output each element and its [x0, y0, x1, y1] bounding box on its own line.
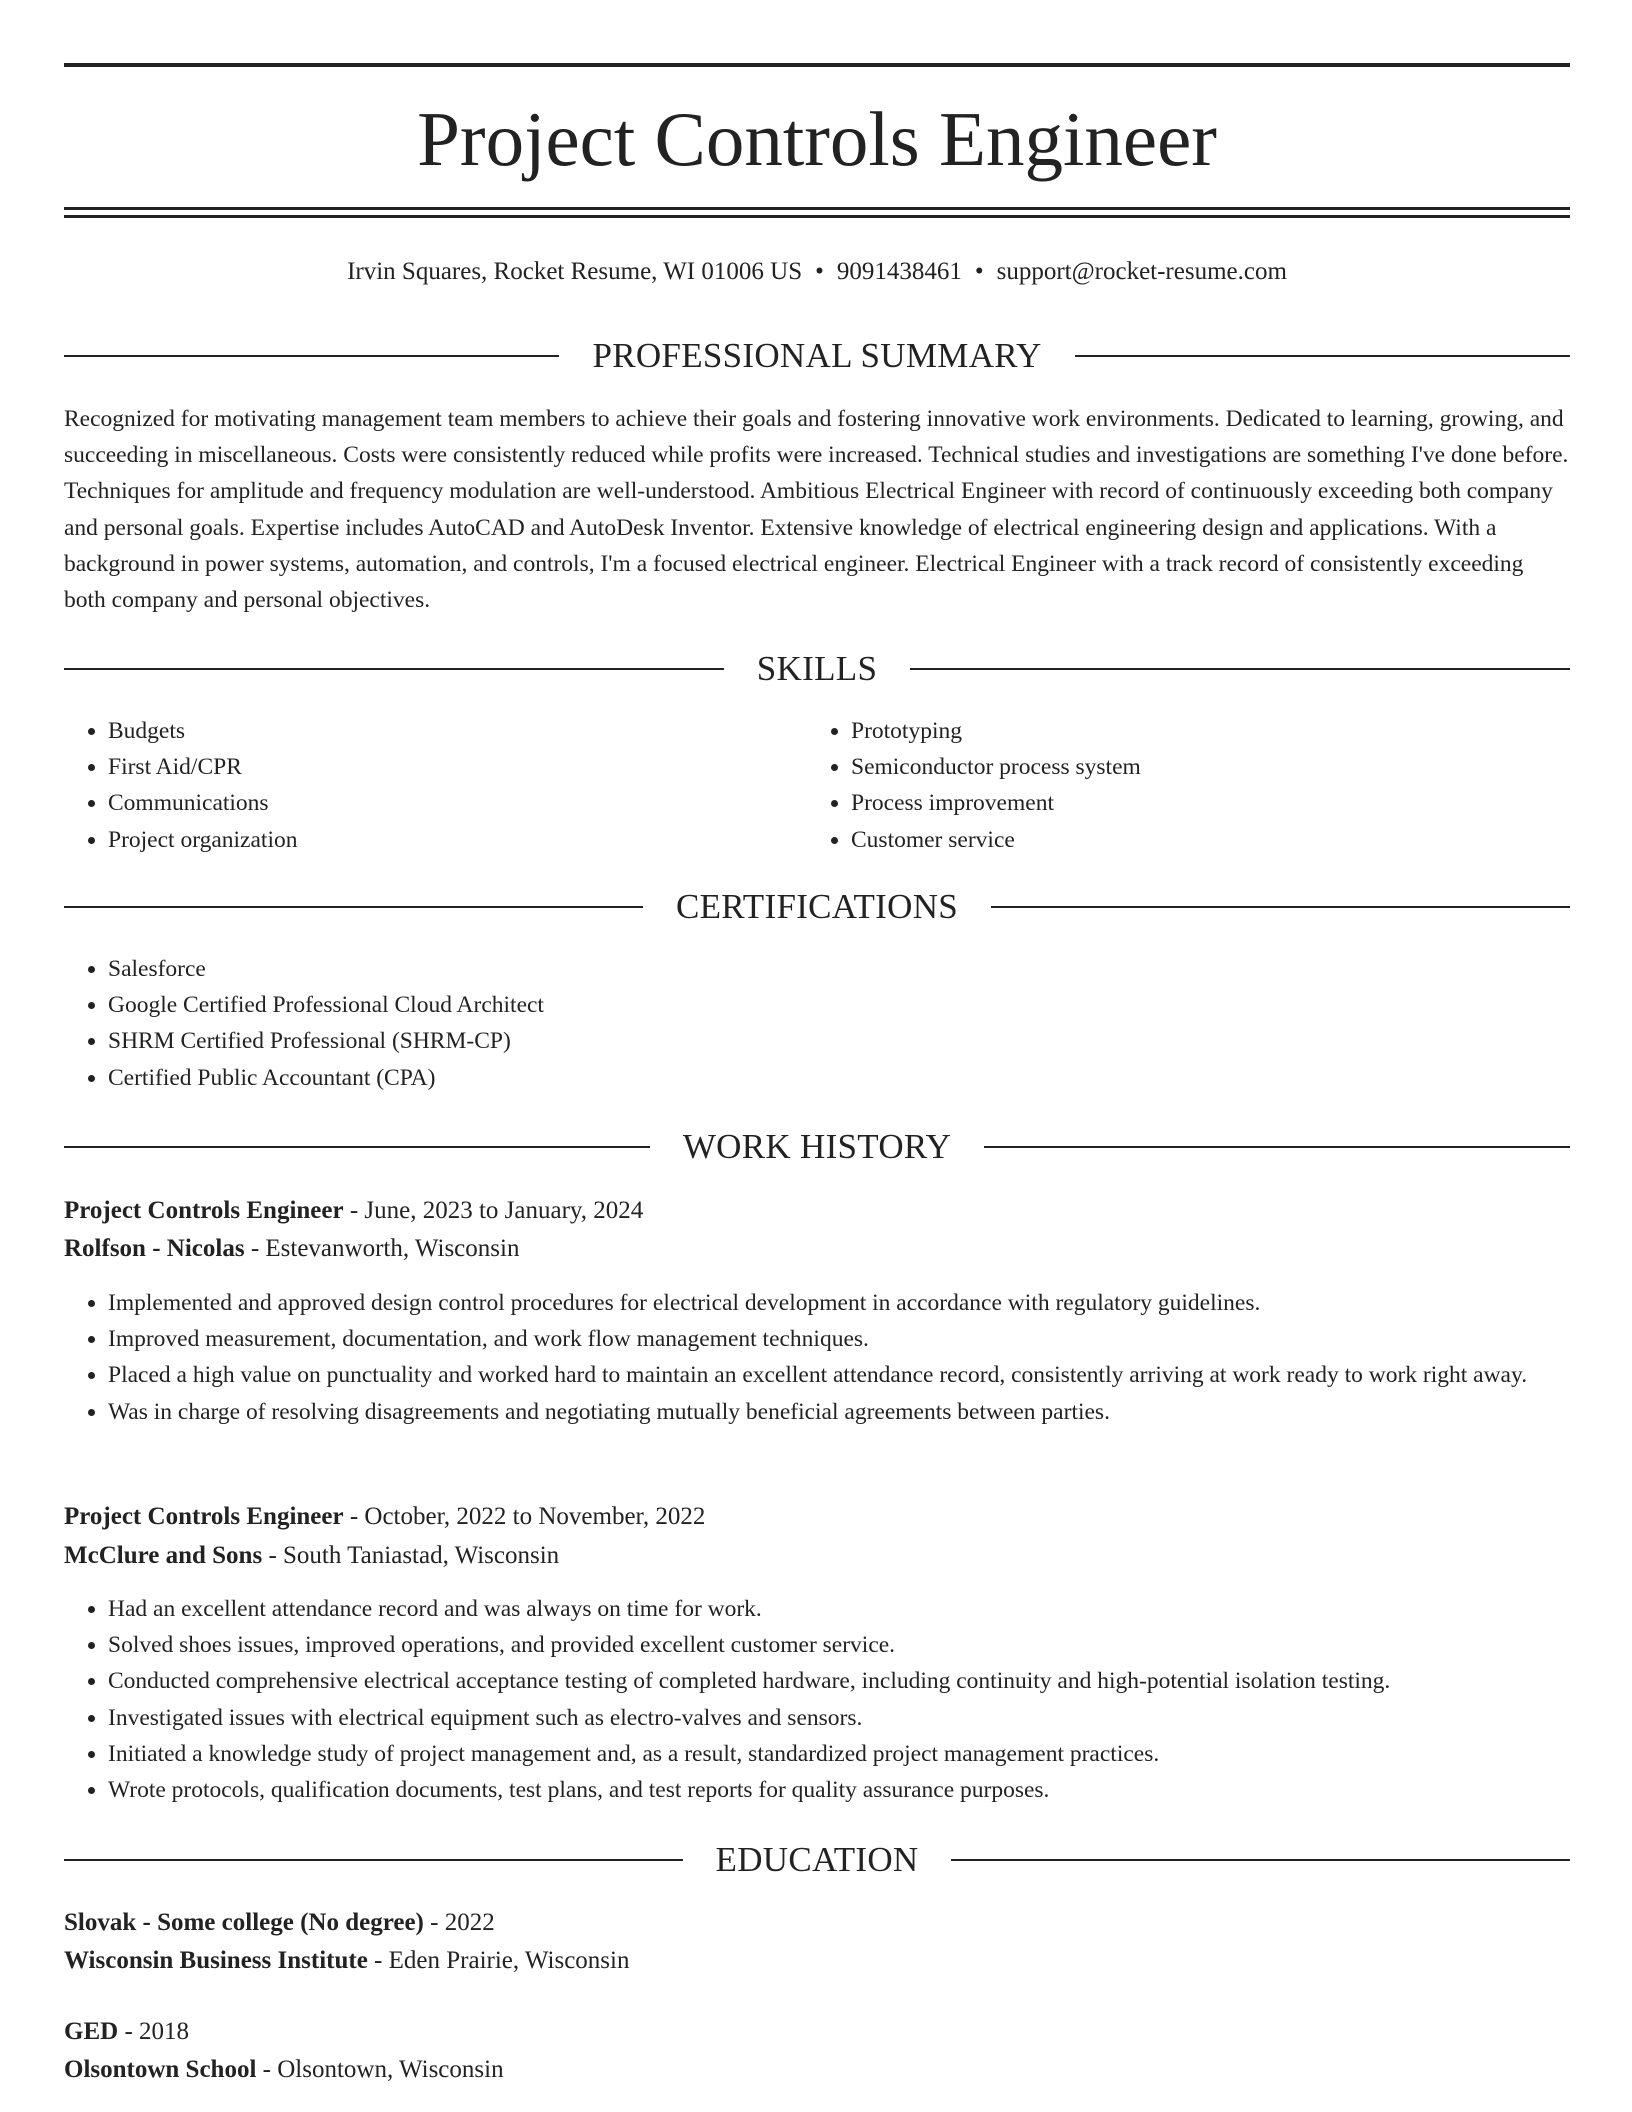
education-degree-line: [64, 2013, 1570, 2051]
job-bullet: • Conducted comprehensive electrical acceptance testing of completed hardware, including continuity and high-potential isolation testing.: [108, 1663, 1570, 1699]
education-school-line: [64, 1942, 1570, 1980]
contact-email: support@rocket-resume.com: [996, 258, 1287, 285]
contact-separator: •: [815, 258, 824, 285]
education-school: Olsontown School: [64, 2056, 257, 2083]
job-title-line: [64, 1498, 1570, 1536]
contact-phone: 9091438461: [836, 258, 962, 285]
job-dates: - June, 2023 to January, 2024: [343, 1197, 644, 1224]
skill-item: • Communications: [108, 785, 808, 821]
job-company-line: [64, 1537, 1570, 1575]
resume-title: Project Controls Engineer: [417, 96, 1217, 182]
education-year: - 2022: [423, 1909, 495, 1936]
heading-rule: [910, 668, 1570, 670]
job-bullet: • Investigated issues with electrical equipment such as electro-valves and sensors.: [108, 1700, 1570, 1736]
section-heading-label: EDUCATION: [715, 1840, 919, 1879]
section-heading-work: [64, 1125, 1570, 1169]
summary-text: Recognized for motivating management team members to achieve their goals and fostering innovative work environments. Dedicated to learning, growing, and succeeding in miscellaneous. Costs were consistently reduced while profits were increased. Technical studies and investigations are something I've done before. Techniques for amplitude and frequency modulation are well-understood. Ambitious Electrical Engineer with record of continuously exceeding both company and personal goals. Expertise includes AutoCAD and AutoDesk Inventor. Extensive knowledge of electrical engineering design and applications. With a background in power systems, automation, and controls, I'm a focused electrical engineer. Electrical Engineer with a track record of consistently exceeding both company and personal objectives.: [64, 406, 1569, 614]
heading-rule: [64, 1146, 650, 1148]
certification-item: • Salesforce: [108, 951, 1508, 987]
job-dates: - October, 2022 to November, 2022: [343, 1503, 706, 1530]
heading-rule: [64, 668, 724, 670]
education-degree-line: [64, 1904, 1570, 1942]
job-company-line: [64, 1230, 1570, 1268]
contact-separator: •: [974, 258, 984, 285]
heading-rule: [984, 1146, 1570, 1148]
section-heading-label: SKILLS: [756, 649, 878, 688]
job-location: - South Taniastad, Wisconsin: [262, 1542, 560, 1569]
job-bullet: • Improved measurement, documentation, and work flow management techniques.: [108, 1321, 1570, 1357]
education-location: - Olsontown, Wisconsin: [256, 2056, 504, 2083]
job-bullet: • Wrote protocols, qualification documents, test plans, and test reports for quality assurance purposes.: [108, 1772, 1570, 1808]
heading-rule: [64, 355, 559, 357]
contact-line: [64, 255, 1570, 289]
heading-rule: [64, 906, 643, 908]
job-bullet: • Implemented and approved design control procedures for electrical development in accordance with regulatory guidelines.: [108, 1285, 1570, 1321]
education-year: - 2018: [118, 2018, 190, 2045]
heading-rule: [951, 1859, 1570, 1861]
education-location: - Eden Prairie, Wisconsin: [367, 1947, 630, 1974]
certification-item: • Google Certified Professional Cloud Architect: [108, 987, 1508, 1023]
certifications-list: [64, 951, 1508, 1096]
heading-rule: [1075, 355, 1570, 357]
section-heading-summary: [64, 334, 1570, 378]
certification-item: • SHRM Certified Professional (SHRM-CP): [108, 1023, 1508, 1059]
skill-item: • Prototyping: [851, 713, 1551, 749]
job-bullet: • Had an excellent attendance record and was always on time for work.: [108, 1591, 1570, 1627]
skill-item: • Semiconductor process system: [851, 749, 1551, 785]
skills-list-right: [807, 713, 1551, 858]
top-rule: [64, 63, 1570, 67]
skill-item: • First Aid/CPR: [108, 749, 808, 785]
skills-list-left: [64, 713, 808, 858]
job-title-line: [64, 1192, 1570, 1230]
section-heading-certifications: [64, 885, 1570, 929]
certification-item: • Certified Public Accountant (CPA): [108, 1060, 1508, 1096]
section-heading-education: [64, 1838, 1570, 1882]
job-title: Project Controls Engineer: [64, 1503, 344, 1530]
heading-rule: [991, 906, 1570, 908]
job-bullet: • Was in charge of resolving disagreements and negotiating mutually beneficial agreements between parties.: [108, 1394, 1570, 1430]
contact-address: Irvin Squares, Rocket Resume, WI 01006 US: [347, 258, 803, 285]
job-location: - Estevanworth, Wisconsin: [244, 1235, 520, 1262]
heading-rule: [64, 1859, 683, 1861]
section-heading-label: CERTIFICATIONS: [675, 887, 959, 926]
job-bullets: [64, 1285, 1570, 1430]
education-school: Wisconsin Business Institute: [64, 1947, 368, 1974]
section-heading-skills: [64, 647, 1570, 691]
education-degree: Slovak - Some college (No degree): [64, 1909, 424, 1936]
skill-item: • Customer service: [851, 822, 1551, 858]
job-bullet: • Placed a high value on punctuality and worked hard to maintain an excellent attendance record, consistently arriving at work ready to work right away.: [108, 1357, 1570, 1393]
section-heading-label: WORK HISTORY: [682, 1127, 952, 1166]
job-title: Project Controls Engineer: [64, 1197, 344, 1224]
education-school-line: [64, 2051, 1570, 2089]
title-rule-upper: [64, 207, 1570, 210]
job-bullet: • Solved shoes issues, improved operations, and provided excellent customer service.: [108, 1627, 1570, 1663]
job-company: Rolfson - Nicolas: [64, 1235, 245, 1262]
title-rule-lower: [64, 215, 1570, 218]
section-heading-label: PROFESSIONAL SUMMARY: [592, 336, 1042, 375]
education-degree: GED: [64, 2018, 119, 2045]
skill-item: • Project organization: [108, 822, 808, 858]
skill-item: • Process improvement: [851, 785, 1551, 821]
job-bullet: • Initiated a knowledge study of project management and, as a result, standardized project management practices.: [108, 1736, 1570, 1772]
job-company: McClure and Sons: [64, 1542, 263, 1569]
job-bullets: [64, 1591, 1570, 1808]
skill-item: • Budgets: [108, 713, 808, 749]
